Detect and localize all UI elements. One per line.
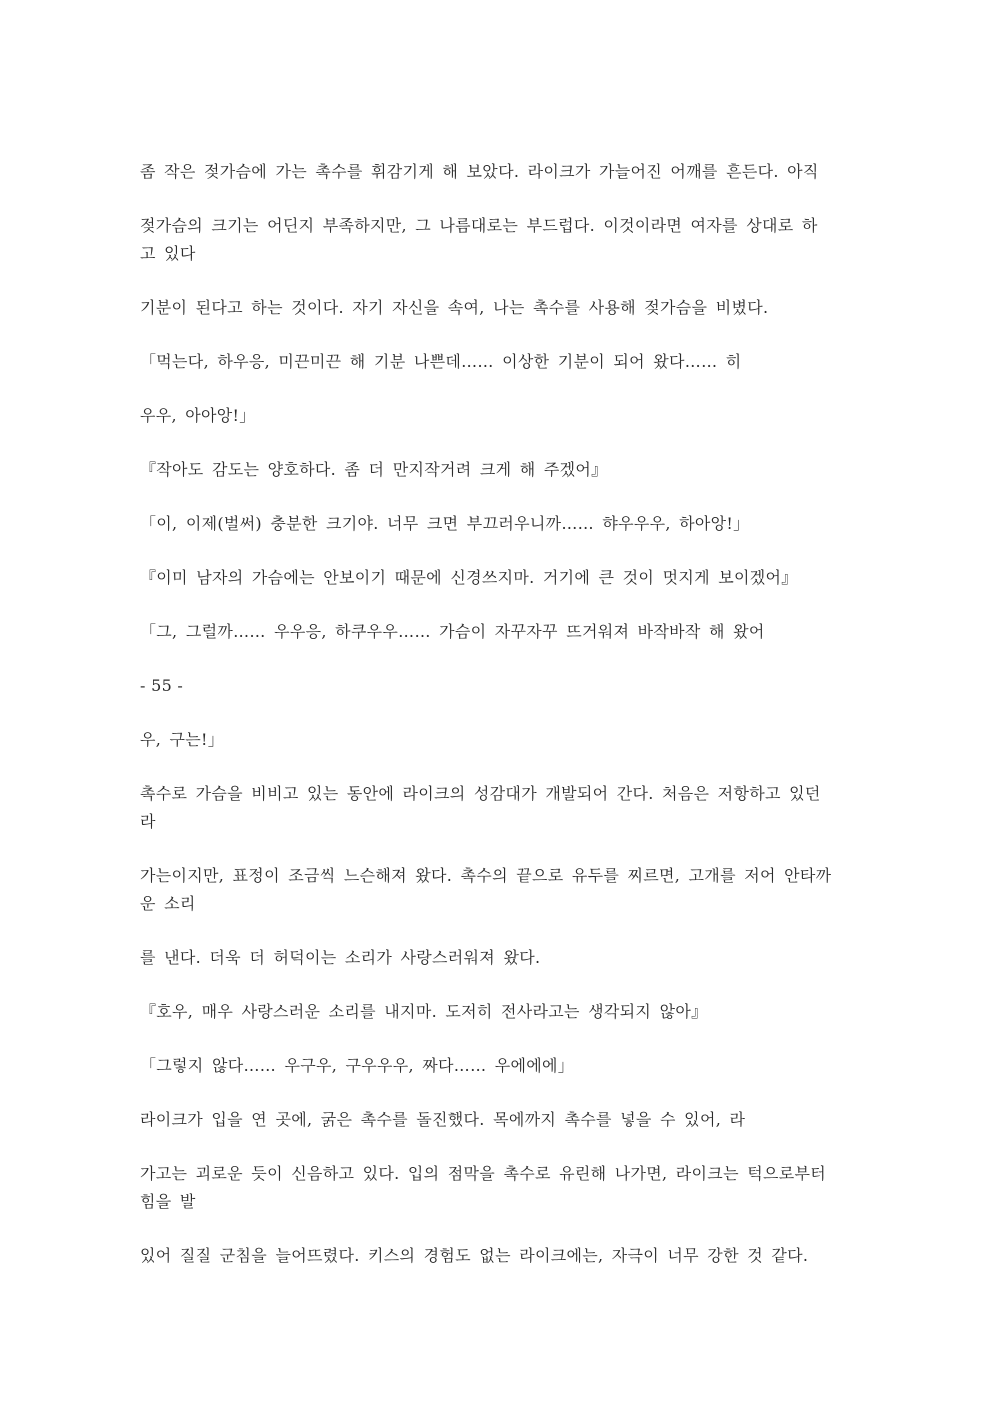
text-line: 우우, 아아앙!」 xyxy=(140,406,256,425)
text-line: 힘을 발 xyxy=(140,1192,196,1211)
text-line: 「그, 그럴까…… 우우응, 하쿠우우…… 가슴이 자꾸자꾸 뜨거워져 바작바작 해 왔어 xyxy=(140,622,765,641)
text-line: 촉수로 가슴을 비비고 있는 동안에 라이크의 성감대가 개발되어 간다. 처음은 저항하고 있던 xyxy=(140,784,821,803)
text-line: 『이미 남자의 가슴에는 안보이기 때문에 신경쓰지마. 거기에 큰 것이 멋지게 보이겠어』 xyxy=(140,568,798,587)
paragraph xyxy=(140,510,882,538)
text-line: 「그렇지 않다…… 우구우, 구우우우, 짜다…… 우에에에」 xyxy=(140,1056,575,1075)
text-line: 『작아도 감도는 양호하다. 좀 더 만지작거려 크게 해 주겠어』 xyxy=(140,460,608,479)
paragraph xyxy=(140,1106,882,1134)
paragraph xyxy=(140,294,882,322)
paragraph xyxy=(140,456,882,484)
paragraph xyxy=(140,212,882,268)
text-line: 우, 구는!」 xyxy=(140,730,225,749)
page-number: - 55 - xyxy=(140,676,184,695)
paragraph xyxy=(140,564,882,592)
text-line: 있어 질질 군침을 늘어뜨렸다. 키스의 경험도 없는 라이크에는, 자극이 너무 강한 것 같다. xyxy=(140,1246,809,1265)
paragraph xyxy=(140,158,882,186)
paragraph xyxy=(140,348,882,376)
paragraph xyxy=(140,402,882,430)
text-line: 젖가슴의 크기는 어딘지 부족하지만, 그 나름대로는 부드럽다. 이것이라면 여자를 상대로 하 xyxy=(140,216,818,235)
paragraph xyxy=(140,944,882,972)
text-line: 「이, 이제(벌써) 충분한 크기야. 너무 크면 부끄러우니까…… 햐우우우, 하아앙!」 xyxy=(140,514,750,533)
paragraph xyxy=(140,726,882,754)
paragraph xyxy=(140,998,882,1026)
text-line: 가고는 괴로운 듯이 신음하고 있다. 입의 점막을 촉수로 유린해 나가면, 라이크는 턱으로부터 xyxy=(140,1164,826,1183)
text-line: 「먹는다, 하우응, 미끈미끈 해 기분 나쁜데…… 이상한 기분이 되어 왔다…… 히 xyxy=(140,352,742,371)
paragraph xyxy=(140,862,882,918)
text-line: 가는이지만, 표정이 조금씩 느슨해져 왔다. 촉수의 끝으로 유두를 찌르면, 고개를 저어 안타까 xyxy=(140,866,832,885)
text-line: 기분이 된다고 하는 것이다. 자기 자신을 속여, 나는 촉수를 사용해 젖가슴을 비볐다. xyxy=(140,298,769,317)
paragraph xyxy=(140,1052,882,1080)
paragraph xyxy=(140,1160,882,1216)
text-line: 를 낸다. 더욱 더 허덕이는 소리가 사랑스러워져 왔다. xyxy=(140,948,541,967)
text-line: 라 xyxy=(140,812,156,831)
text-line: 라이크가 입을 연 곳에, 굵은 촉수를 돌진했다. 목에까지 촉수를 넣을 수 있어, 라 xyxy=(140,1110,746,1129)
text-line: 『호우, 매우 사랑스러운 소리를 내지마. 도저히 전사라고는 생각되지 않아』 xyxy=(140,1002,708,1021)
paragraph xyxy=(140,780,882,836)
text-line: 좀 작은 젖가슴에 가는 촉수를 휘감기게 해 보았다. 라이크가 가늘어진 어깨를 흔든다. 아직 xyxy=(140,162,819,181)
paragraph xyxy=(140,618,882,646)
paragraph xyxy=(140,1242,882,1270)
text-line: 고 있다 xyxy=(140,244,196,263)
text-line: 운 소리 xyxy=(140,894,196,913)
